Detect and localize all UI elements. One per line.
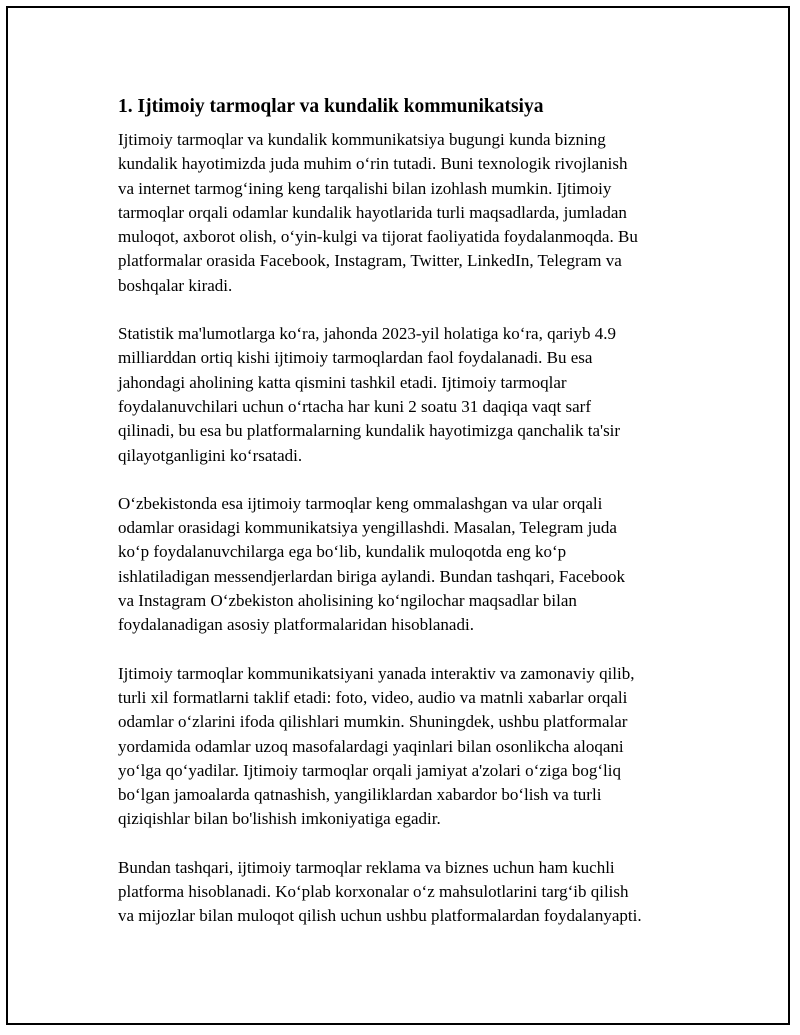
paragraph-3: Oʻzbekistonda esa ijtimoiy tarmoqlar keng ommalashgan va ular orqali odamlar orasidagi kommunikatsiya yengillashdi. Masalan, Telegram juda koʻp foydalanuvchilarga ega boʻlib, kundalik muloqotda eng koʻp ishlatiladigan messendjerlardan biriga aylandi. Bundan tashqari, Facebook va Instagram Oʻzbekiston aholisining koʻngilochar maqsadlar bilan foydalanadigan asosiy platformalaridan hisoblanadi. [118,493,626,635]
paragraph-2: Statistik ma'lumotlarga koʻra, jahonda 2023-yil holatiga koʻra, qariyb 4.9 milliarddan ortiq kishi ijtimoiy tarmoqlardan faol foydalanadi. Bu esa jahondagi aholining katta qismini tashkil etadi. Ijtimoiy tarmoqlar foydalanuvchilari uchun oʻrtacha har kuni 2 soatu 31 daqiqa vaqt sarf qilinadi, bu esa bu platformalarning kundalik hayotimizga qanchalik ta'sir qilayotganligini koʻrsatadi. [118,324,621,465]
document-body [118,94,698,953]
paragraph-5: Bundan tashqari, ijtimoiy tarmoqlar reklama va biznes uchun ham kuchli platforma hisoblanadi. Koʻplab korxonalar oʻz mahsulotlarini targʻib qilish va mijozlar bilan muloqot qilish uchun ushbu platformalardan foydalanyapti. [118,857,642,926]
section-heading: 1. Ijtimoiy tarmoqlar va kundalik kommunikatsiya [118,96,544,117]
paragraph-1: Ijtimoiy tarmoqlar va kundalik kommunikatsiya bugungi kunda bizning kundalik hayotimizda juda muhim oʻrin tutadi. Buni texnologik rivojlanish va internet tarmogʻining keng tarqalishi bilan izohlash mumkin. Ijtimoiy tarmoqlar orqali odamlar kundalik hayotlarida turli maqsadlarda, jumladan muloqot, axborot olish, oʻyin-kulgi va tijorat faoliyatida foydalanmoqda. Bu platformalar orasida Facebook, Instagram, Twitter, LinkedIn, Telegram va boshqalar kiradi. [118,130,638,295]
paragraph-4: Ijtimoiy tarmoqlar kommunikatsiyani yanada interaktiv va zamonaviy qilib, turli xil formatlarni taklif etadi: foto, video, audio va matnli xabarlar orqali odamlar oʻzlarini ifoda qilishlari mumkin. Shuningdek, ushbu platformalar yordamida odamlar uzoq masofalardagi yaqinlari bilan osonlikcha aloqani yoʻlga qoʻyadilar. Ijtimoiy tarmoqlar orqali jamiyat a'zolari oʻziga bogʻliq boʻlgan jamoalarda qatnashish, yangiliklardan xabardor boʻlish va turli qiziqishlar bilan bo'lishish imkoniyatiga egadir. [118,663,635,829]
